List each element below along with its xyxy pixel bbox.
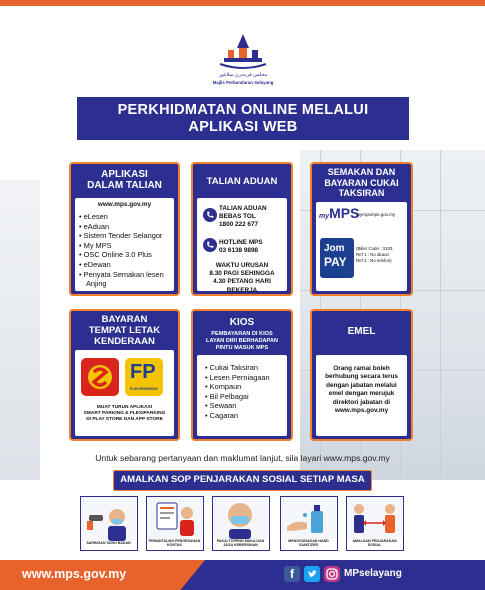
kios-item: • Sewaan <box>205 401 237 411</box>
kios-item: • Bil Pelbagai <box>205 391 249 401</box>
aduan-hotline-number[interactable]: 03 6138 9898 <box>219 247 259 255</box>
card-bayaran-parking <box>69 309 180 441</box>
twitter-icon[interactable] <box>304 566 320 582</box>
aplikasi-item-anjing: Anjing <box>86 279 107 289</box>
background-building-left <box>0 180 40 480</box>
logo-arabic-text: مجلس فربندرن سلاغور <box>218 72 268 78</box>
sop-item-topeng-muka: PAKAI TOPENG MUKA DAN JAGA KEBERSIHAN <box>212 496 270 551</box>
card-aduan-title: TALIAN ADUAN <box>206 176 278 187</box>
aplikasi-item-osc[interactable]: • OSC Online 3.0 Plus <box>79 250 152 260</box>
card-kios <box>191 309 293 441</box>
sop-item-pengesanan-kontak: PEMANTAUAN PENGESANAN KONTAK <box>146 496 204 551</box>
card-emel <box>310 309 413 441</box>
kios-subtitle: PEMBAYARAN DI KIOS LAYAN DIRI BERHADAPAN PINTU MASUK MPS <box>206 331 278 351</box>
card-cukai-title: SEMAKAN DAN BAYARAN CUKAI TAKSIRAN <box>324 167 399 198</box>
kios-item: • Cukai Taksiran <box>205 363 258 372</box>
sop-title: AMALKAN SOP PENJARAKAN SOSIAL SETIAP MASA <box>113 470 372 491</box>
aduan-hours: WAKTU URUSAN 8.30 PAGI SEHINGGA 4.30 PETANG HARI BEKERJA <box>209 262 275 294</box>
card-aduan-body <box>197 198 287 294</box>
sop-item-penjarakan-sosial: AMALKAN PENJARAKAN SOSIAL <box>346 496 404 551</box>
aplikasi-item-elesen[interactable]: • eLesen <box>79 212 108 221</box>
social-handle[interactable]: MPselayang <box>344 568 402 579</box>
facebook-icon[interactable]: f <box>284 566 300 582</box>
card-cukai-taksiran <box>310 162 413 296</box>
jompay-logo[interactable]: Jom PAY <box>320 238 354 278</box>
aplikasi-item-mymps[interactable]: • My MPS <box>79 240 112 250</box>
kios-item: • Cagaran <box>205 410 239 420</box>
sop-item-saringan-suhu: SARINGAN SUHU BADAN <box>80 496 138 551</box>
logo-name: Majlis Perbandaran Selayang <box>212 80 274 85</box>
card-emel-body: Orang ramai boleh berhubung secara terus dengan jabatan melalui emel dengan merujuk direktori jabatan di www.mps.gov.my <box>316 355 407 436</box>
mymps-logo[interactable]: myMPS <box>319 205 360 221</box>
aplikasi-item-tender[interactable]: • Sistem Tender Selangor <box>79 231 163 241</box>
card-aplikasi-dalam-talian <box>69 162 180 296</box>
card-parking-title: BAYARAN TEMPAT LETAK KENDERAAN <box>88 314 161 347</box>
instagram-icon[interactable] <box>324 566 340 582</box>
kios-item: • Lesen Perniagaan <box>205 372 270 382</box>
hand-sanitizer-icon <box>281 497 336 539</box>
card-kios-title: KIOS <box>229 317 255 328</box>
card-talian-aduan <box>191 162 293 296</box>
smart-parking-app-icon[interactable] <box>81 358 119 396</box>
top-accent-bar <box>0 0 485 6</box>
emel-website-link[interactable]: www.mps.gov.my <box>334 407 389 415</box>
banner-line-1: PERKHIDMATAN ONLINE MELALUI <box>117 102 369 118</box>
contact-tracing-icon <box>147 497 202 539</box>
kios-item: • Kompaun <box>205 382 242 392</box>
phone-icon <box>203 238 217 252</box>
mps-crest-icon <box>212 32 274 72</box>
aduan-hotline: HOTLINE MPS 03 6138 9898 <box>219 239 285 255</box>
aplikasi-item-edewan[interactable]: • eDewan <box>79 259 111 269</box>
card-emel-title: EMEL <box>347 326 376 337</box>
banner-line-2: APLIKASI WEB <box>188 119 298 135</box>
phone-icon <box>203 208 217 222</box>
parking-download-text: MUAT TURUN APLIKASI SMART PARKING & FLEXIPARKING DI PLAY STORE DAN APP STORE <box>83 405 166 423</box>
aplikasi-item-eaduan[interactable]: • eAduan <box>79 221 110 231</box>
card-parking-body <box>75 350 174 436</box>
jompay-biller-info: (Biller Code : 3103, Ref 1 : No akaun Ref 2 : No telefon) <box>356 246 394 263</box>
temperature-screening-icon <box>81 497 136 541</box>
social-distancing-icon <box>347 497 402 539</box>
mymps-url[interactable]: mympsmps.gov.my <box>356 212 396 217</box>
face-mask-icon <box>213 497 268 539</box>
aplikasi-url[interactable]: www.mps.gov.my <box>97 201 152 208</box>
aplikasi-item-penyata[interactable]: • Penyata Semakan lesen <box>79 269 164 279</box>
card-kios-body <box>197 355 287 436</box>
title-banner <box>77 97 409 140</box>
mps-logo <box>212 32 274 90</box>
footer-website-link[interactable]: www.mps.gov.my <box>22 567 127 581</box>
card-aplikasi-body <box>75 198 174 291</box>
card-cukai-body <box>316 202 407 291</box>
sop-item-hand-sanitizer: MENGGUNAKAN HAND SANITIZER <box>280 496 338 551</box>
aduan-tol-number[interactable]: 1800 222 677 <box>219 221 259 229</box>
info-line: Untuk sebarang pertanyaan dan maklumat lanjut, sila layari www.mps.gov.my <box>95 453 390 463</box>
card-aplikasi-title: APLIKASI DALAM TALIAN <box>87 169 162 191</box>
flexiparking-app-icon[interactable]: FP FLEXIPARKING <box>125 358 163 396</box>
aduan-tol-label: TALIAN ADUAN BEBAS TOL 1800 222 677 <box>219 205 285 230</box>
